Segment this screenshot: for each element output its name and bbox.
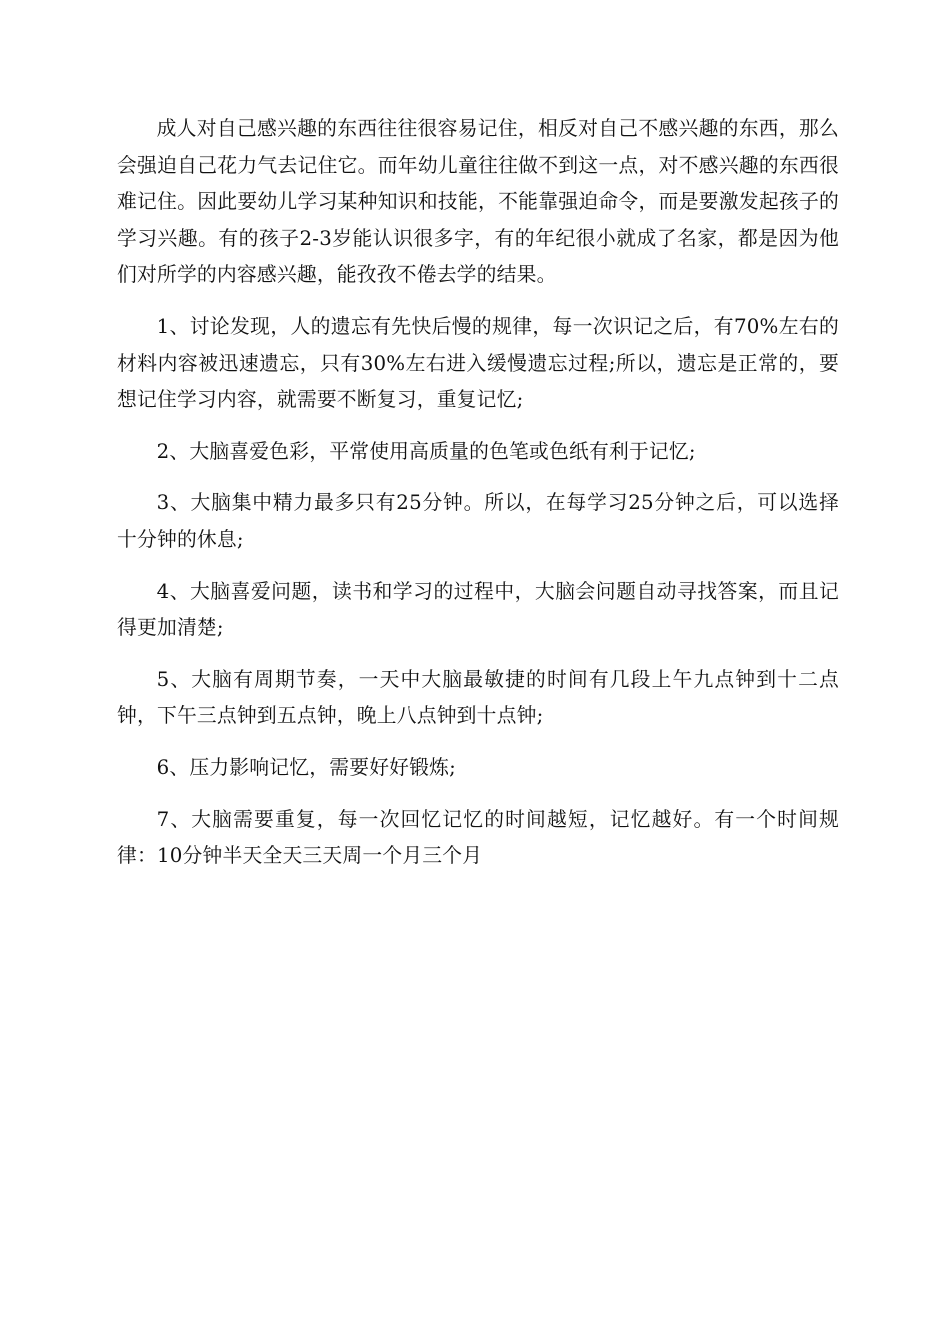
list-item-3: 3、大脑集中精力最多只有25分钟。所以，在每学习25分钟之后，可以选择十分钟的休息; (117, 491, 839, 551)
list-item-4: 4、大脑喜爱问题，读书和学习的过程中，大脑会问题自动寻找答案，而且记得更加清楚; (117, 579, 839, 640)
list-item-7: 7、大脑需要重复，每一次回忆记忆的时间越短，记忆越好。有一个时间规律：10分钟半天全天三天周一个月三个月 (117, 807, 839, 868)
list-item-6: 6、压力影响记忆，需要好好锻炼; (156, 755, 456, 779)
list-item-1: 1、讨论发现，人的遗忘有先快后慢的规律，每一次识记之后，有70%左右的材料内容被迅速遗忘，只有30%左右进入缓慢遗忘过程;所以，遗忘是正常的，要想记住学习内容，就需要不断复习，重复记忆; (117, 314, 839, 412)
list-item-5: 5、大脑有周期节奏，一天中大脑最敏捷的时间有几段上午九点钟到十二点钟，下午三点钟到五点钟，晚上八点钟到十点钟; (117, 667, 839, 728)
document-body (117, 111, 839, 875)
list-item-2: 2、大脑喜爱色彩，平常使用高质量的色笔或色纸有利于记忆; (156, 439, 696, 463)
intro-paragraph: 成人对自己感兴趣的东西往往很容易记住，相反对自己不感兴趣的东西，那么会强迫自己花力气去记住它。而年幼儿童往往做不到这一点，对不感兴趣的东西很难记住。因此要幼儿学习某种知识和技能，不能靠强迫命令，而是要激发起孩子的学习兴趣。有的孩子2-3岁能认识很多字，有的年纪很小就成了名家，都是因为他们对所学的内容感兴趣，能孜孜不倦去学的结果。 (117, 117, 839, 287)
